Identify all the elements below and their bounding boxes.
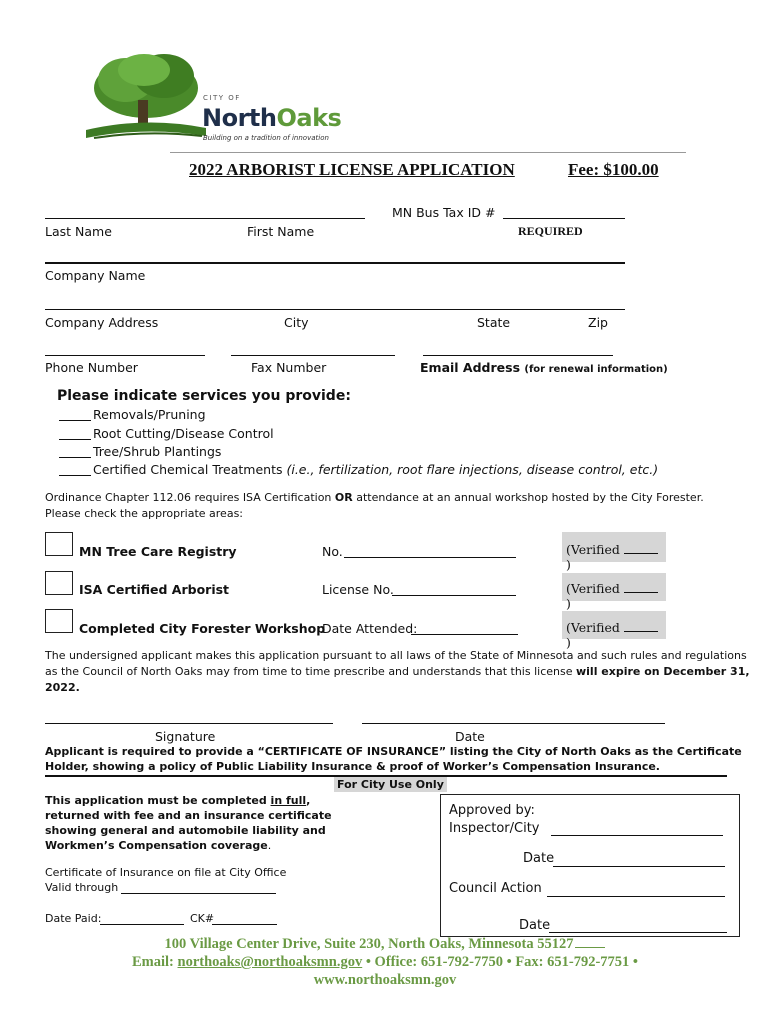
cert-isa-checkbox[interactable] (45, 571, 73, 595)
company-name-label: Company Name (45, 268, 146, 283)
note-text: This application must be completed (45, 794, 271, 807)
approval-date-field[interactable] (553, 866, 725, 867)
cert-workshop-field[interactable] (411, 634, 518, 635)
valid-through-label: Valid through (45, 881, 119, 894)
footer-email-label: Email: (131, 954, 178, 970)
email-label-text: Email Address (420, 360, 521, 375)
company-address-label: Company Address (45, 315, 159, 330)
mn-bus-tax-label: MN Bus Tax ID # (392, 205, 496, 220)
valid-through-field[interactable] (121, 893, 276, 894)
coi-on-file: Certificate of Insurance on file at City Office (45, 866, 287, 879)
fee-label: Fee: $100.00 (568, 160, 659, 179)
verified-label: (Verified (566, 542, 620, 557)
ck-label: CK# (190, 912, 215, 925)
cert-registry-checkbox[interactable] (45, 532, 73, 556)
state-label: State (477, 315, 511, 330)
footer-address-text: 100 Village Center Drive, Suite 230, North Oaks, Minnesota 55127 (164, 936, 574, 952)
ordinance-or: OR (334, 491, 353, 504)
ck-field[interactable] (212, 924, 277, 925)
verified-close: ) (566, 557, 571, 572)
phone-label: Phone Number (45, 360, 138, 375)
cert-workshop-checkbox[interactable] (45, 609, 73, 633)
mn-bus-tax-field[interactable] (503, 218, 625, 219)
cert-workshop-label: Completed City Forester Workshop (79, 621, 326, 636)
service-root: Root Cutting/Disease Control (93, 426, 274, 441)
city-use-note-3: showing general and automobile liability and (45, 824, 326, 837)
verified-close: ) (566, 596, 571, 611)
company-name-field[interactable] (45, 262, 625, 264)
verified-close: ) (566, 635, 571, 650)
date-paid-label: Date Paid: (45, 912, 102, 925)
cert-registry-verified (562, 532, 666, 572)
statement-line1: The undersigned applicant makes this application pursuant to all laws of the State of Minnesota and such rules and regulations (45, 649, 747, 662)
service-check-removals[interactable] (59, 420, 91, 421)
email-label (420, 360, 668, 375)
statement-expiry: will expire on December 31, (576, 665, 750, 678)
date-paid-field[interactable] (100, 924, 184, 925)
ordinance-text-b: attendance at an annual workshop hosted by the City Forester. (352, 491, 704, 504)
verified-label: (Verified (566, 581, 620, 596)
logo-north: North (202, 104, 277, 132)
footer-contact (0, 954, 770, 971)
service-plantings: Tree/Shrub Plantings (93, 444, 222, 459)
service-check-chemical[interactable] (59, 475, 91, 476)
insurance-line2: Holder, showing a policy of Public Liability Insurance & proof of Worker’s Compensation Insurance. (45, 760, 660, 773)
council-action-field[interactable] (547, 896, 725, 897)
cert-registry-label: MN Tree Care Registry (79, 544, 237, 559)
page-title: 2022 ARBORIST LICENSE APPLICATION (189, 160, 515, 179)
header-divider (170, 152, 686, 153)
approved-by-label: Approved by: (449, 803, 535, 818)
note-workmen: Workmen’s Compensation coverage (45, 839, 268, 852)
logo-wordmark (202, 104, 341, 132)
statement-line2 (45, 665, 750, 678)
footer-phone-fax: • Office: 651-792-7750 • Fax: 651-792-7751 • (362, 954, 638, 970)
phone-field[interactable] (45, 355, 205, 356)
company-address-field[interactable] (45, 309, 625, 310)
service-check-plantings[interactable] (59, 457, 91, 458)
service-chemical-note: (i.e., fertilization, root flare injections, disease control, etc.) (286, 462, 659, 477)
verified-blank[interactable] (624, 592, 658, 593)
council-date-label: Date (519, 918, 551, 933)
logo-oaks: Oaks (276, 104, 342, 132)
date-field[interactable] (362, 723, 665, 724)
date-label: Date (455, 729, 485, 744)
cert-registry-field-label: No. (322, 544, 343, 559)
email-note: (for renewal information) (524, 364, 668, 375)
statement-line3: 2022. (45, 681, 80, 694)
council-date-field[interactable] (549, 932, 727, 933)
cert-workshop-verified (562, 611, 666, 650)
cert-isa-label: ISA Certified Arborist (79, 582, 230, 597)
city-use-note-4 (45, 839, 271, 852)
service-removals: Removals/Pruning (93, 407, 206, 422)
last-name-label: Last Name (45, 224, 112, 239)
footer-address-underline (575, 947, 605, 948)
footer-address (0, 936, 770, 953)
services-heading: Please indicate services you provide: (57, 388, 351, 404)
required-label: REQUIRED (518, 224, 583, 238)
cert-workshop-field-label: Date Attended: (322, 621, 418, 636)
service-chemical (93, 462, 658, 477)
city-logo (86, 50, 356, 150)
city-use-heading: For City Use Only (334, 777, 447, 792)
fax-label: Fax Number (251, 360, 327, 375)
logo-tagline: Building on a tradition of innovation (203, 134, 329, 142)
footer-website[interactable]: www.northoaksmn.gov (313, 972, 457, 988)
tree-logo-icon (86, 50, 206, 142)
footer-email-link[interactable]: northoaks@northoaksmn.gov (177, 954, 363, 970)
verified-blank[interactable] (624, 631, 658, 632)
logo-city-of: CITY OF (203, 94, 241, 102)
city-use-note-2: returned with fee and an insurance certificate (45, 809, 332, 822)
city-use-note-1 (45, 794, 310, 807)
email-field[interactable] (423, 355, 613, 356)
statement-text: as the Council of North Oaks may from time to time prescribe and understands that this license (45, 665, 576, 678)
service-chemical-label: Certified Chemical Treatments (93, 462, 283, 477)
note-in-full: in full (270, 794, 307, 807)
council-action-label: Council Action (449, 881, 542, 896)
inspector-field[interactable] (551, 835, 723, 836)
ordinance-line2: Please check the appropriate areas: (45, 507, 244, 520)
insurance-line1: Applicant is required to provide a “CERTIFICATE OF INSURANCE” listing the City of North Oaks as the Certificate (45, 745, 742, 758)
signature-field[interactable] (45, 723, 333, 724)
approval-date-label: Date (523, 851, 555, 866)
signature-label: Signature (155, 729, 216, 744)
cert-registry-field[interactable] (344, 557, 516, 558)
service-check-root[interactable] (59, 439, 91, 440)
inspector-label: Inspector/City (449, 821, 540, 836)
zip-label: Zip (588, 315, 608, 330)
fax-field[interactable] (231, 355, 395, 356)
cert-isa-verified (562, 573, 666, 611)
first-name-label: First Name (247, 224, 315, 239)
note-period: . (267, 839, 272, 852)
verified-label: (Verified (566, 620, 620, 635)
name-line[interactable] (45, 218, 365, 219)
cert-isa-field-label: License No. (322, 582, 394, 597)
cert-isa-field[interactable] (392, 595, 516, 596)
note-comma: , (306, 794, 311, 807)
approval-box (440, 794, 740, 937)
ordinance-text-a: Ordinance Chapter 112.06 requires ISA Certification (45, 491, 335, 504)
ordinance-line1 (45, 491, 704, 504)
verified-blank[interactable] (624, 553, 658, 554)
city-label: City (284, 315, 309, 330)
